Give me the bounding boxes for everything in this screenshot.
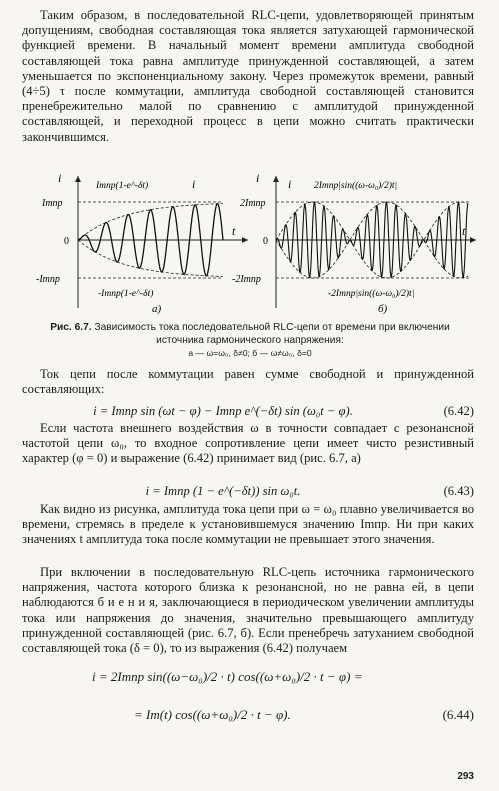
equation-6-44-line-1 (22, 662, 474, 692)
equation-6-42-formula: i = Imпр sin (ωt − φ) − Imпр e^(−δt) sin (ω₀t − φ). (93, 404, 353, 418)
paragraph-beats: При включении в последовательную RLC-цепь источника гармонического напряжения, частота которого близка к резонансной, но не равна ей, в цепи наблюдаются б и е н и я, заключающиеся в периодическом увеличении амплитуды тока или напряжения до значения, значительно превышающего амплитуду принужденной составляющей (рис. 6.7, б). Если пренебречь затуханием свободной составляющей тока (δ = 0), то из выражения (6.42) получаем (22, 565, 474, 656)
equation-6-43 (22, 482, 474, 500)
sublabel-a: а) (152, 303, 162, 315)
axis-i-label-left: i (58, 171, 62, 185)
paragraph-total-current: Ток цепи после коммутации равен сумме свободной и принужденной составляющих: (22, 367, 474, 397)
figure-caption (30, 322, 470, 361)
paragraph-free-component: Таким образом, в последовательной RLC-цепи, удовлетворяющей принятым допущениям, свободная составляющая тока является затухающей гармонической функцией времени. В начальный момент времени амплитуда свободной составляющей тока равна амплитуде принужденной составляющей, а затем уменьшается по экспоненциальному закону. Через промежуток времени, равный (4÷5) τ после коммутации, амплитуда свободной составляющей становится пренебрежительно малой по сравнению с амплитудой принужденной составляющей, и переходной процесс в цепи можно считать практически закончившимся. (22, 8, 474, 144)
curve-label-left: i (192, 177, 196, 191)
envelope-bottom-label-right: -2Imпр|sin((ω-ω₀)/2)t| (328, 289, 415, 299)
paragraph-resonance: Если частота внешнего воздействия ω в точности совпадает с резонансной частотой цепи ω₀, то входное сопротивление цепи имеет чисто резистивный характер (φ = 0) и выражение (6.42) принимает вид (рис. 6.7, а) (22, 421, 474, 466)
figure-panel-b (232, 171, 476, 315)
tick-top-left: Imпр (42, 198, 63, 209)
axis-i-arrow-right (273, 176, 279, 182)
caption-label: Рис. 6.7. (50, 322, 92, 333)
page-number: 293 (457, 771, 474, 782)
envelope-top-left (78, 204, 223, 241)
envelope-top-label-right: 2Imпр|sin((ω-ω₀)/2)t| (314, 181, 398, 191)
equation-6-44-line-2-formula: = Im(t) cos((ω+ω₀)/2 · t − φ). (134, 707, 291, 722)
paragraph-amplitude-growth: Как видно из рисунка, амплитуда тока цепи при ω = ω₀ плавно увеличивается во времени, стремясь в пределе к установившемуся значению Imпр. Ни при каких значениях t амплитуда тока после коммутации не превышает этого значения. (22, 502, 474, 547)
tick-zero-left: 0 (64, 236, 69, 247)
equation-6-44-line-1-formula: i = 2Imпр sin((ω−ω₀)/2 · t) cos((ω+ω₀)/2 · t − φ) = (92, 669, 363, 684)
caption-text: Зависимость тока последовательной RLC-цепи от времени при включении источника гармонического напряжения: (94, 322, 450, 346)
figure-panel-a (36, 171, 248, 315)
caption-subtext: а — ω=ω₀, δ≠0; б — ω≠ω₀, δ=0 (188, 348, 312, 358)
tick-top-right: 2Imпр (240, 198, 266, 209)
equation-6-43-number: (6.43) (443, 484, 474, 498)
tick-bottom-right: -2Imпр (232, 274, 261, 285)
axis-t-label-left: t (232, 224, 236, 238)
envelope-top-right (276, 202, 468, 240)
axis-t-arrow-right (470, 237, 476, 243)
figure-6-7 (18, 168, 480, 318)
tick-bottom-left: -Imпр (36, 274, 60, 285)
envelope-bottom-label-left: -Imпр(1-e^-δt) (98, 289, 154, 299)
axis-i-label-right: i (256, 171, 260, 185)
equation-6-43-formula: i = Imпр (1 − e^(−δt)) sin ω₀t. (145, 484, 301, 498)
envelope-bottom-right (276, 240, 468, 278)
axis-i-arrow-left (75, 176, 81, 182)
sublabel-b: б) (378, 303, 388, 315)
curve-label-right: i (288, 177, 292, 191)
axis-t-arrow-left (242, 237, 248, 243)
axis-t-label-right: t (462, 224, 466, 238)
equation-6-42-number: (6.42) (443, 404, 474, 418)
tick-zero-right: 0 (263, 236, 268, 247)
equation-6-42 (22, 402, 474, 420)
envelope-top-label-left: Imпр(1-e^-δt) (96, 181, 149, 191)
equation-6-44-line-2 (22, 700, 474, 730)
equation-6-44-number: (6.44) (442, 707, 474, 722)
